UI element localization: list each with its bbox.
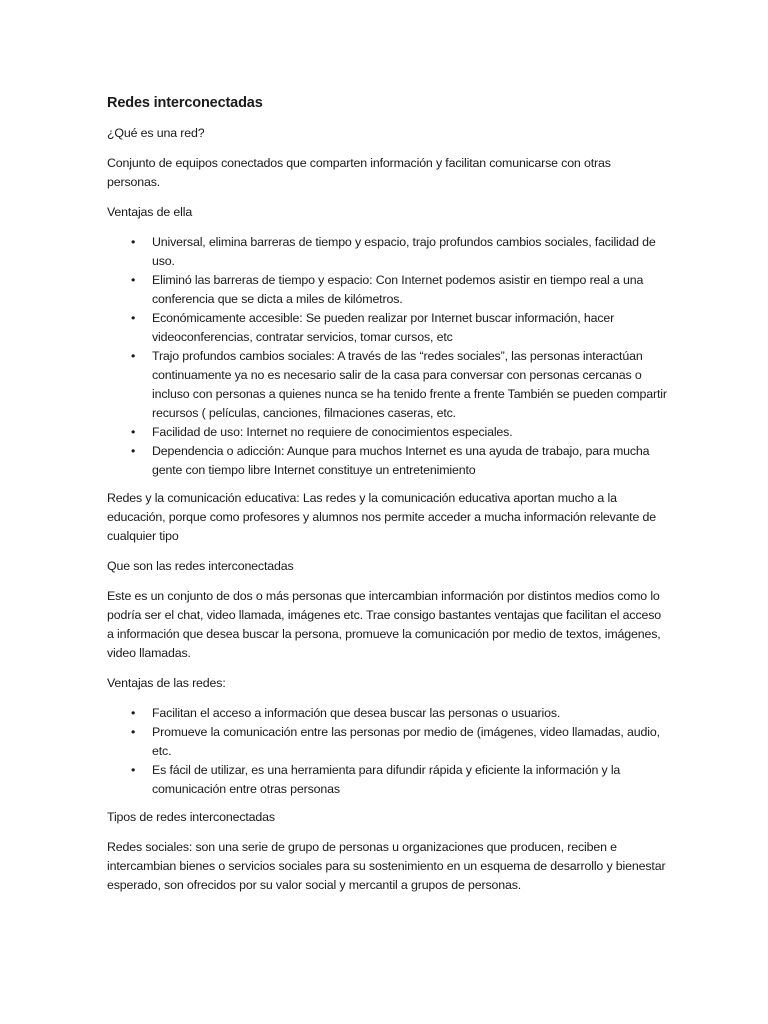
document-title: Redes interconectadas [107, 95, 263, 111]
network-advantages-list [107, 704, 667, 799]
paragraph-educational-communication: Redes y la comunicación educativa: Las redes y la comunicación educativa aportan mucho a la educación, porque como profesores y alumnos nos permite acceder a mucha información relevante de cualquier tipo [107, 491, 656, 543]
list-item [107, 723, 667, 761]
list-item-text: Facilitan el acceso a información que desea buscar las personas o usuarios. [152, 706, 561, 720]
list-item [107, 442, 667, 480]
list-item [107, 309, 667, 347]
question-what-is-network: ¿Qué es una red? [107, 126, 205, 140]
document-page [107, 93, 667, 906]
bullet-icon: • [131, 311, 136, 325]
list-item-text: Universal, elimina barreras de tiempo y espacio, trajo profundos cambios sociales, facilidad de uso. [152, 235, 656, 268]
list-item-text: Dependencia o adicción: Aunque para muchos Internet es una ayuda de trabajo, para mucha gente con tiempo libre Internet constituye un entretenimiento [152, 444, 650, 477]
heading-network-types: Tipos de redes interconectadas [107, 810, 275, 824]
paragraph-networks-explanation: Este es un conjunto de dos o más personas que intercambian información por distintos medios como lo podría ser el chat, video llamada, imágenes etc. Trae consigo bastantes ventajas que facilitan el acceso a información que desea buscar la persona, promueve la comunicación por medio de textos, imágenes, video llamadas. [107, 589, 662, 660]
heading-network-advantages: Ventajas de las redes: [107, 676, 226, 690]
bullet-icon: • [131, 444, 136, 458]
heading-advantages-of-it: Ventajas de ella [107, 205, 193, 219]
bullet-icon: • [131, 706, 136, 720]
bullet-icon: • [131, 235, 136, 249]
list-item-text: Promueve la comunicación entre las personas por medio de (imágenes, video llamadas, audio, etc. [152, 725, 660, 758]
list-item [107, 347, 667, 423]
bullet-icon: • [131, 273, 136, 287]
paragraph-social-networks: Redes sociales: son una serie de grupo de personas u organizaciones que producen, reciben e intercambian bienes o servicios sociales para su sostenimiento en un esquema de desarrollo y bienestar esperado, son ofrecidos por su valor social y mercantil a grupos de personas. [107, 840, 666, 892]
bullet-icon: • [131, 763, 136, 777]
list-item-text: Eliminó las barreras de tiempo y espacio: Con Internet podemos asistir en tiempo real a una conferencia que se dicta a miles de kilómetros. [152, 273, 644, 306]
list-item [107, 271, 667, 309]
list-item [107, 233, 667, 271]
list-item-text: Económicamente accesible: Se pueden realizar por Internet buscar información, hacer videoconferencias, contratar servicios, tomar cursos, etc [152, 311, 615, 344]
list-item [107, 423, 667, 442]
bullet-icon: • [131, 425, 136, 439]
advantages-list [107, 233, 667, 480]
list-item-text: Facilidad de uso: Internet no requiere de conocimientos especiales. [152, 425, 513, 439]
bullet-icon: • [131, 349, 136, 363]
list-item-text: Trajo profundos cambios sociales: A través de las “redes sociales”, las personas interactúan continuamente ya no es necesario salir de la casa para conversar con personas cercanas o incluso con personas a quienes nunca se ha tenido frente a frente También se pueden compartir recursos ( películas, canciones, filmaciones caseras, etc. [152, 349, 667, 420]
list-item [107, 704, 667, 723]
bullet-icon: • [131, 725, 136, 739]
list-item-text: Es fácil de utilizar, es una herramienta para difundir rápida y eficiente la información y la comunicación entre otras personas [152, 763, 621, 796]
paragraph-network-definition: Conjunto de equipos conectados que comparten información y facilitan comunicarse con otras personas. [107, 156, 611, 189]
list-item [107, 761, 667, 799]
heading-what-are-networks: Que son las redes interconectadas [107, 559, 294, 573]
